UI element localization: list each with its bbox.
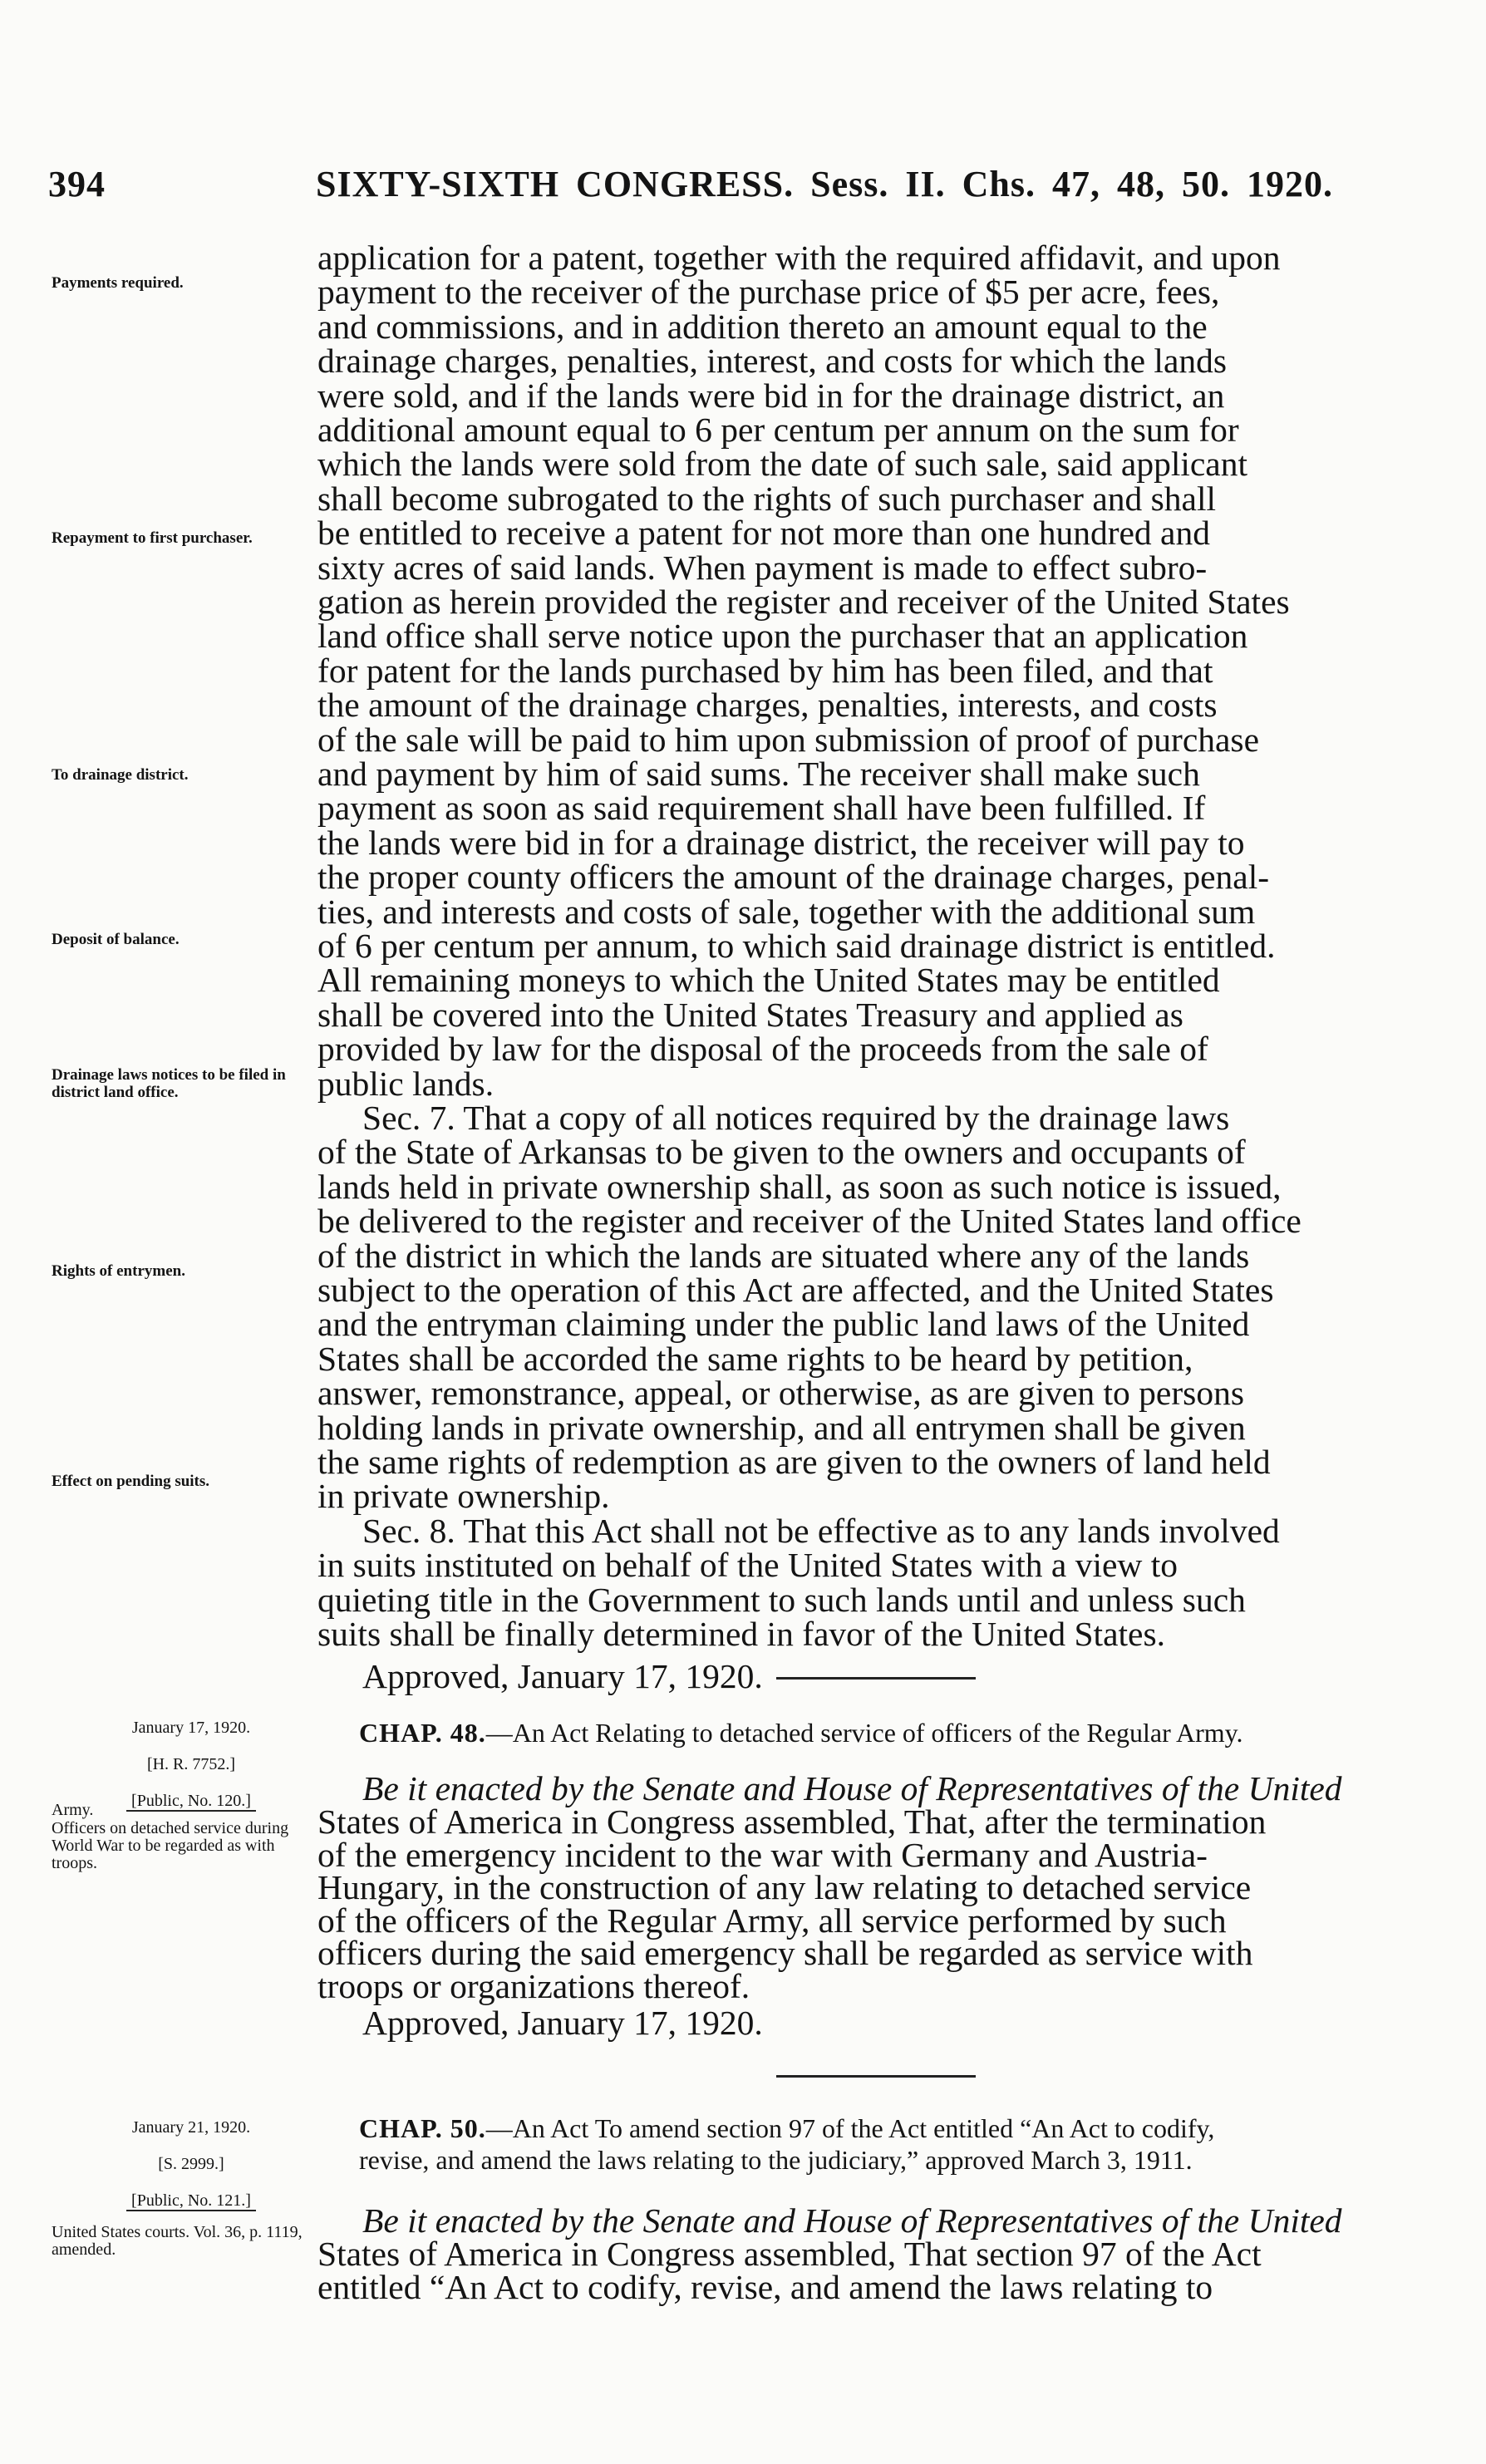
text-line: were sold, and if the lands were bid in for the drainage district, an	[317, 376, 1225, 415]
chapter-50-public-law: [Public, No. 121.]	[126, 2191, 256, 2211]
text-line: application for a patent, together with the required affidavit, and upon	[317, 239, 1281, 277]
text-line: the same rights of redemption as are given to the owners of land held	[317, 1443, 1271, 1481]
text-line: and payment by him of said sums. The receiver shall make such	[317, 755, 1200, 793]
text-line: lands held in private ownership shall, as soon as such notice is issued,	[317, 1167, 1282, 1206]
margin-note-pending-suits: Effect on pending suits.	[52, 1473, 210, 1490]
margin-note-courts: United States courts. Vol. 36, p. 1119, amended.	[52, 2223, 303, 2259]
chapter-50-title-line-1: CHAP. 50.—An Act To amend section 97 of the Act entitled “An Act to codify,	[359, 2113, 1215, 2143]
text-line: which the lands were sold from the date of such sale, said applicant	[317, 445, 1248, 484]
text-line: of the emergency incident to the war with Germany and Austria-	[317, 1835, 1208, 1874]
text-line: suits shall be finally determined in favor of the United States.	[317, 1615, 1165, 1653]
text-line: ties, and interests and costs of sale, together with the additional sum	[317, 892, 1256, 931]
text-line: payment as soon as said requirement shall have been fulfilled. If	[317, 789, 1206, 828]
text-line: sixty acres of said lands. When payment is made to effect subro-	[317, 548, 1208, 587]
text-line: Approved, January 17, 1920.	[362, 1657, 763, 1696]
text-line: and commissions, and in addition thereto an amount equal to the	[317, 307, 1208, 346]
text-line: shall be covered into the United States Treasury and applied as	[317, 995, 1183, 1034]
text-line: payment to the receiver of the purchase price of $5 per acre, fees,	[317, 273, 1220, 312]
text-line: of the sale will be paid to him upon submission of proof of purchase	[317, 720, 1259, 759]
text-line: land office shall serve notice upon the purchaser that an application	[317, 617, 1248, 656]
chapter-50-bill: [S. 2999.]	[158, 2155, 224, 2173]
text-line: the amount of the drainage charges, penalties, interests, and costs	[317, 686, 1218, 725]
chapter-50-title-line-2: revise, and amend the laws relating to the judiciary,” approved March 3, 1911.	[359, 2145, 1193, 2175]
text-line: holding lands in private ownership, and all entrymen shall be given	[317, 1408, 1246, 1447]
text-line: subject to the operation of this Act are affected, and the United States	[317, 1271, 1274, 1309]
text-line: the proper county officers the amount of the drainage charges, penal-	[317, 858, 1270, 897]
margin-note-deposit: Deposit of balance.	[52, 931, 180, 948]
text-line: shall become subrogated to the rights of such purchaser and shall	[317, 479, 1217, 518]
text-line: provided by law for the disposal of the proceeds from the sale of	[317, 1030, 1208, 1069]
text-line: for patent for the lands purchased by him has been filed, and that	[317, 651, 1213, 690]
text-line: of the district in which the lands are situated where any of the lands	[317, 1236, 1250, 1275]
text-line: officers during the said emergency shall be regarded as service with	[317, 1934, 1253, 1972]
text-line: Hungary, in the construction of any law relating to detached service	[317, 1868, 1252, 1906]
chapter-divider	[776, 2075, 976, 2078]
text-line: and the entryman claiming under the public land laws of the United	[317, 1305, 1250, 1344]
text-line: quieting title in the Government to such lands until and unless such	[317, 1580, 1246, 1619]
text-line: additional amount equal to 6 per centum per annum on the sum for	[317, 411, 1239, 449]
text-line: answer, remonstrance, appeal, or otherwise, as are given to persons	[317, 1374, 1244, 1413]
text-line: of the officers of the Regular Army, all service performed by such	[317, 1901, 1227, 1940]
text-line: Sec. 7. That a copy of all notices required by the drainage laws	[362, 1099, 1230, 1137]
text-line: All remaining moneys to which the United States may be entitled	[317, 961, 1220, 1000]
margin-note-drainage-district: To drainage district.	[52, 766, 189, 784]
text-line: public lands.	[317, 1064, 495, 1103]
page-number: 394	[48, 164, 106, 204]
margin-note-payments: Payments required.	[52, 274, 184, 292]
text-line: troops or organizations thereof.	[317, 1966, 750, 2005]
chapter-48-title: CHAP. 48.—An Act Relating to detached service of officers of the Regular Army.	[359, 1718, 1243, 1748]
margin-note-drainage-laws: Drainage laws notices to be filed in district land office.	[52, 1066, 286, 1101]
text-line: in suits instituted on behalf of the United States with a view to	[317, 1546, 1178, 1585]
text-line: drainage charges, penalties, interest, and costs for which the lands	[317, 342, 1228, 381]
chapter-50-date: January 21, 1920.	[131, 2118, 251, 2137]
margin-note-repayment: Repayment to first purchaser.	[52, 529, 253, 547]
text-line: States shall be accorded the same rights to be heard by petition,	[317, 1339, 1193, 1378]
text-line: be entitled to receive a patent for not more than one hundred and	[317, 514, 1210, 553]
margin-note-entrymen: Rights of entrymen.	[52, 1262, 185, 1280]
chapter-divider	[776, 1677, 976, 1680]
text-line: of the State of Arkansas to be given to the owners and occupants of	[317, 1133, 1246, 1172]
text-line: of 6 per centum per annum, to which said drainage district is entitled.	[317, 927, 1276, 965]
chapter-48-date: January 17, 1920.	[131, 1719, 251, 1737]
chapter-50-info	[66, 2100, 316, 2230]
text-line: in private ownership.	[317, 1477, 610, 1516]
text-line: States of America in Congress assembled, That section 97 of the Act	[317, 2235, 1262, 2273]
text-line: Sec. 8. That this Act shall not be effective as to any lands involved	[362, 1511, 1280, 1550]
margin-note-army: Army.	[52, 1801, 94, 1819]
text-line: gation as herein provided the register and receiver of the United States	[317, 583, 1290, 621]
margin-note-detached-service: Officers on detached service during World War to be regarded as with troops.	[52, 1819, 289, 1872]
text-line: States of America in Congress assembled, That, after the termination	[317, 1803, 1267, 1841]
running-title: SIXTY-SIXTH CONGRESS. Sess. II. Chs. 47, 48, 50. 1920.	[316, 164, 1333, 204]
text-line: be delivered to the register and receiver of the United States land office	[317, 1202, 1301, 1241]
chapter-48-approved: Approved, January 17, 1920.	[362, 2004, 763, 2042]
chapter-50-enacting-clause: Be it enacted by the Senate and House of Representatives of the United	[362, 2201, 1342, 2240]
text-line: entitled “An Act to codify, revise, and amend the laws relating to	[317, 2268, 1213, 2306]
chapter-48-bill: [H. R. 7752.]	[146, 1755, 236, 1773]
text-line: the lands were bid in for a drainage district, the receiver will pay to	[317, 823, 1245, 862]
chapter-48-public-law: [Public, No. 120.]	[126, 1792, 256, 1812]
chapter-48-enacting-clause: Be it enacted by the Senate and House of Representatives of the United	[362, 1769, 1342, 1807]
